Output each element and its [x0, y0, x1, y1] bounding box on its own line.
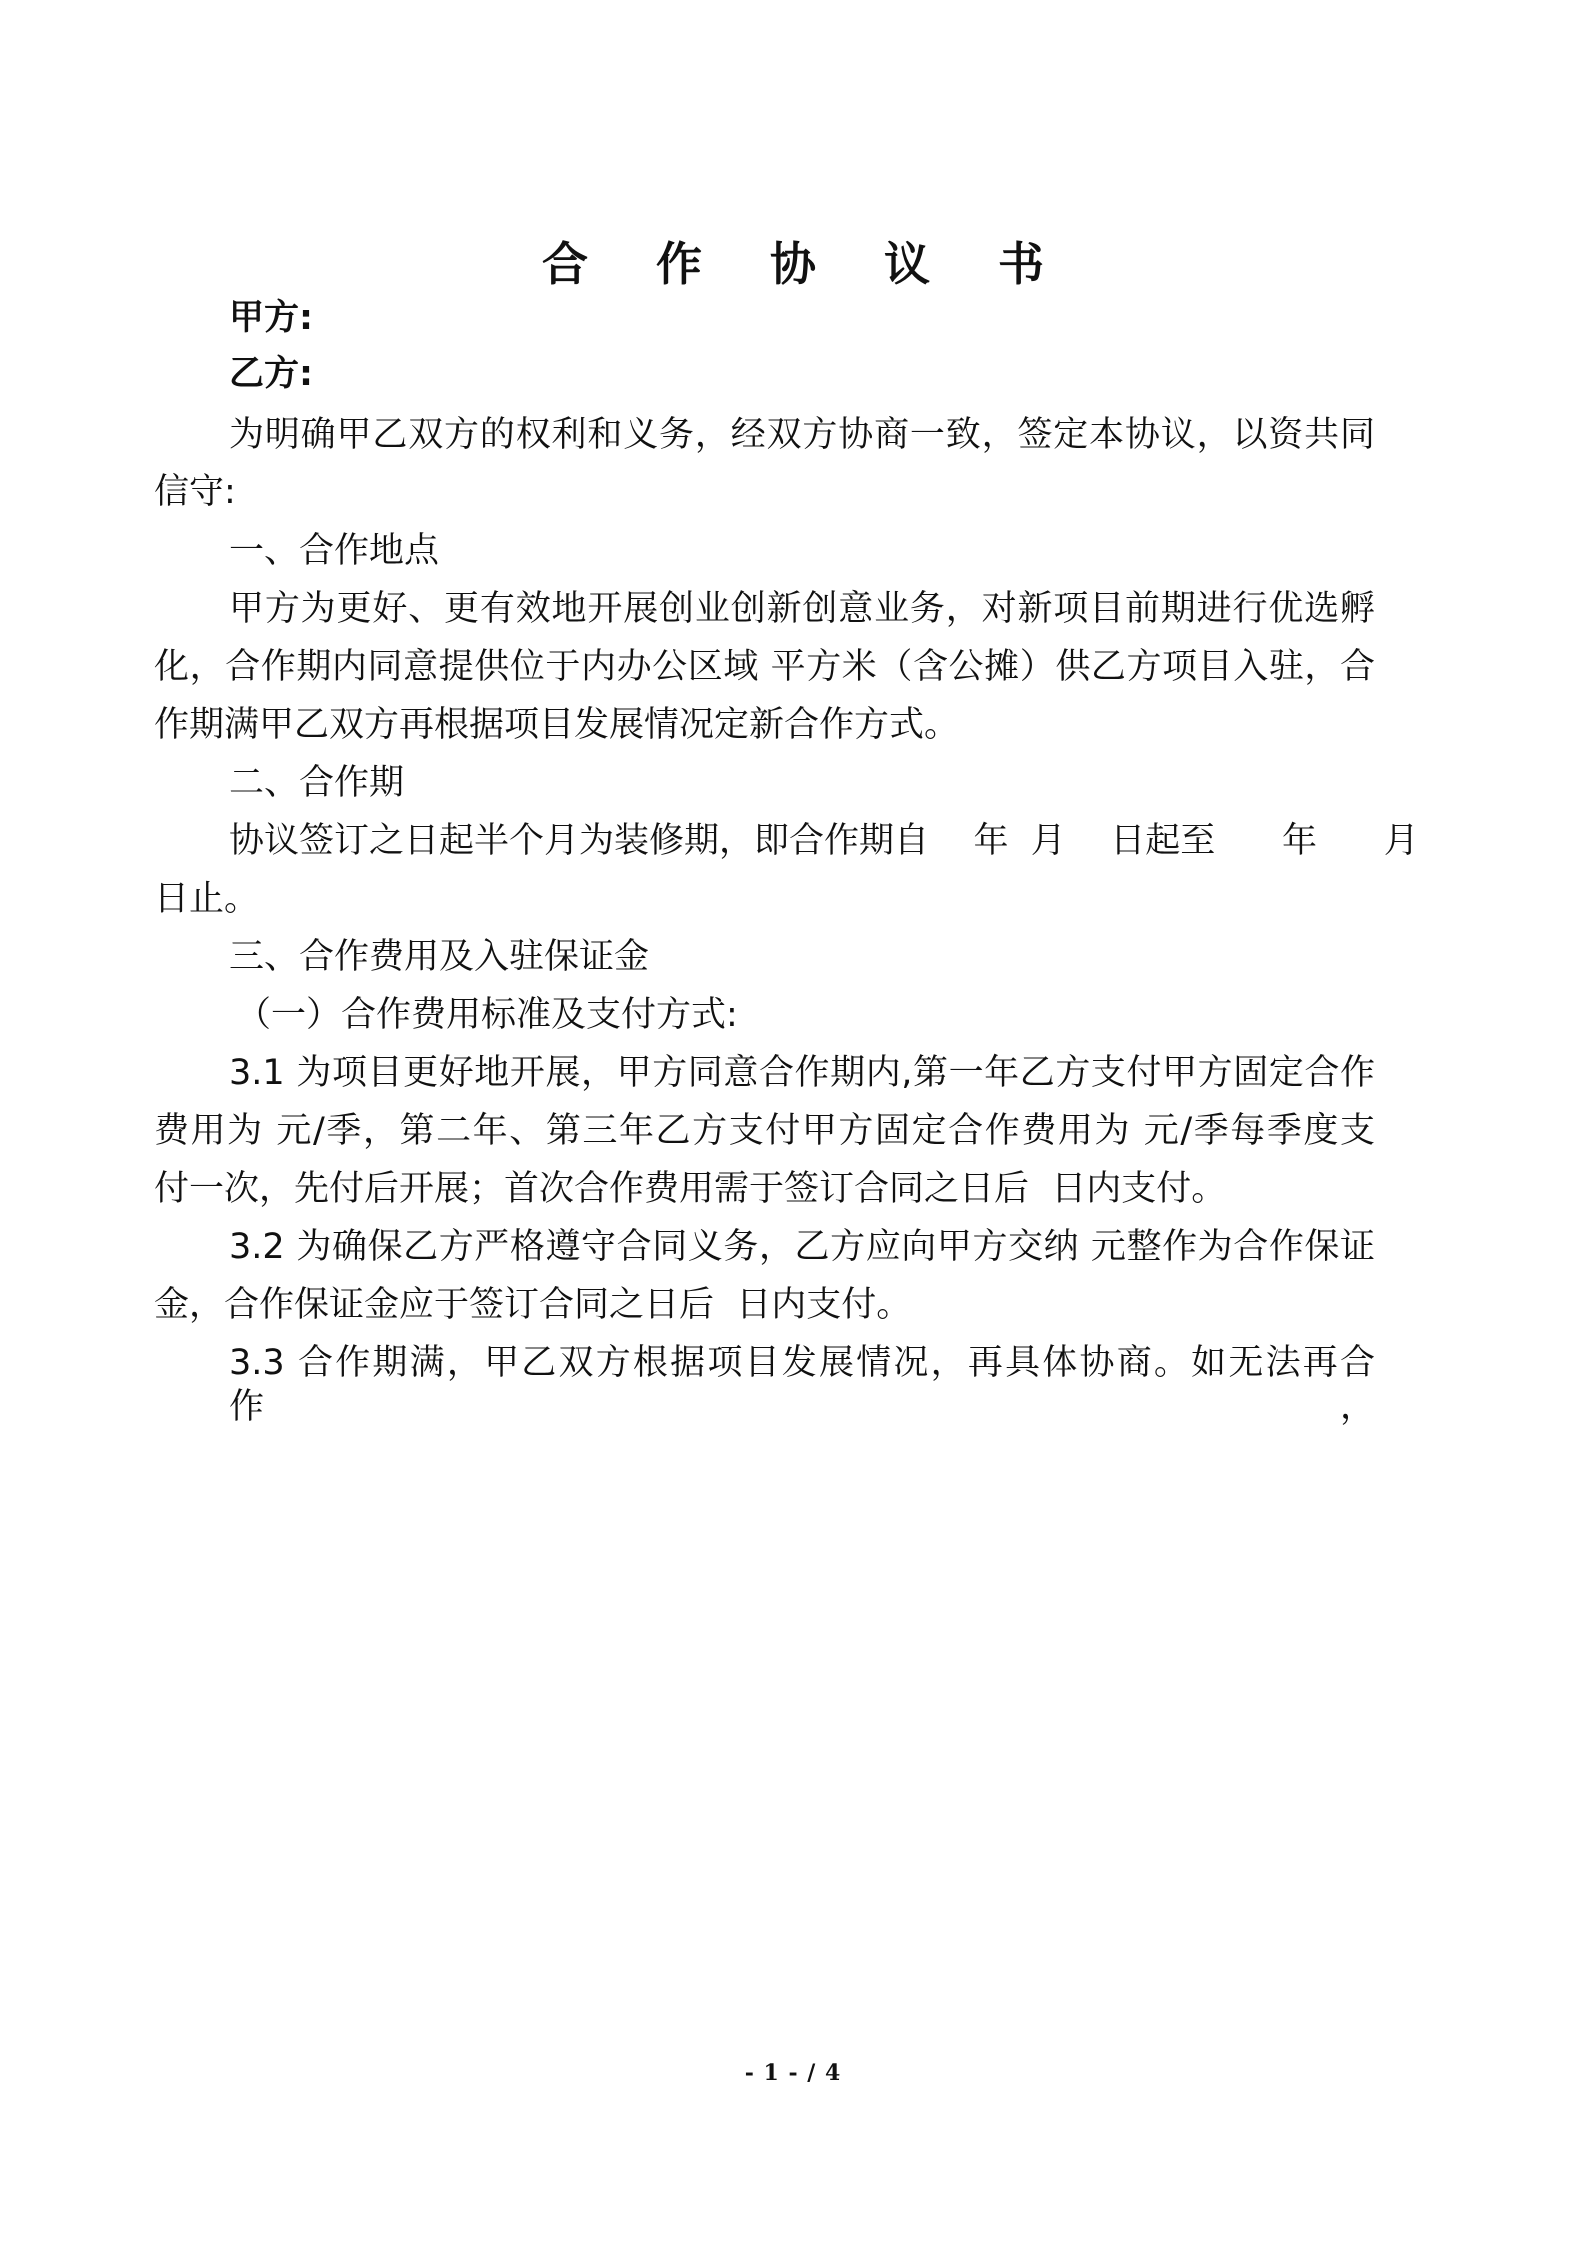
- section-1-line-2: 化，合作期内同意提供位于内办公区域 平方米（含公摊）供乙方项目入驻，合: [154, 647, 1375, 687]
- section-2-line-1: 协议签订之日起半个月为装修期，即合作期自 年 月 日起至 年 月: [229, 821, 1419, 861]
- section-1-heading: 一、合作地点: [229, 531, 440, 571]
- intro-line-2: 信守:: [154, 472, 236, 512]
- section-3-heading: 三、合作费用及入驻保证金: [229, 937, 650, 977]
- clause-3-2-line-2: 金，合作保证金应于签订合同之日后 日内支付。: [154, 1285, 912, 1325]
- document-title: 合 作 协 议 书: [541, 237, 1071, 291]
- section-2-line-2: 日止。: [154, 879, 260, 919]
- clause-3-1-line-1: 3.1 为项目更好地开展，甲方同意合作期内,第一年乙方支付甲方固定合作: [229, 1053, 1375, 1093]
- section-1-line-3: 作期满甲乙双方再根据项目发展情况定新合作方式。: [154, 705, 960, 745]
- party-b-label: 乙方:: [229, 354, 313, 394]
- clause-3-1-line-2: 费用为 元/季，第二年、第三年乙方支付甲方固定合作费用为 元/季每季度支: [154, 1111, 1375, 1151]
- clause-3-1-line-3: 付一次，先付后开展；首次合作费用需于签订合同之日后 日内支付。: [154, 1169, 1227, 1209]
- clause-3-3-line-1: 3.3 合作期满，甲乙双方根据项目发展情况，再具体协商。如无法再合作，: [229, 1343, 1375, 1427]
- party-a-label: 甲方:: [229, 298, 313, 338]
- section-2-heading: 二、合作期: [229, 763, 405, 803]
- section-1-line-1: 甲方为更好、更有效地开展创业创新创意业务，对新项目前期进行优选孵: [229, 589, 1375, 629]
- section-3-subheading: （一）合作费用标准及支付方式:: [236, 995, 738, 1035]
- intro-line-1: 为明确甲乙双方的权利和义务，经双方协商一致，签定本协议，以资共同: [229, 415, 1375, 455]
- clause-3-2-line-1: 3.2 为确保乙方严格遵守合同义务，乙方应向甲方交纳 元整作为合作保证: [229, 1227, 1375, 1267]
- page-number: - 1 - / 4: [744, 2060, 842, 2086]
